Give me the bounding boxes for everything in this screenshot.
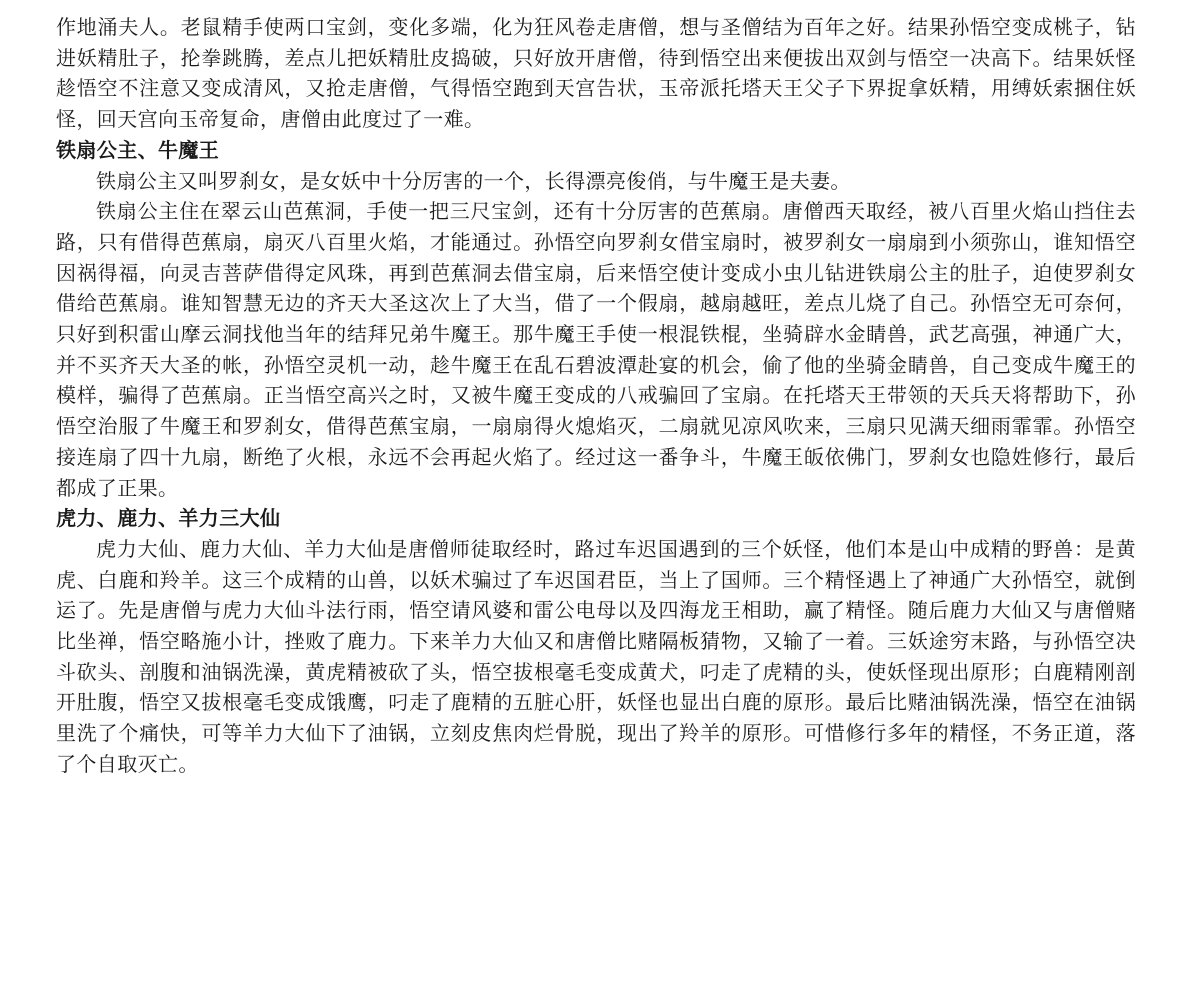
section-heading-tieshan-gongzhu: 铁扇公主、牛魔王 xyxy=(56,137,220,162)
paragraph-san-daxian-story: 虎力大仙、鹿力大仙、羊力大仙是唐僧师徒取经时，路过车迟国遇到的三个妖怪，他们本是山中成精的野兽：是黄虎、白鹿和羚羊。这三个成精的山兽，以妖术骗过了车迟国君臣，当上了国师。三个精怪遇上了神通广大孙悟空，就倒运了。先是唐僧与虎力大仙斗法行雨，悟空请风婆和雷公电母以及四海龙王相助，赢了精怪。随后鹿力大仙又与唐僧赌比坐禅，悟空略施小计，挫败了鹿力。下来羊力大仙又和唐僧比赌隔板猜物，又输了一着。三妖途穷末路，与孙悟空决斗砍头、剖腹和油锅洗澡，黄虎精被砍了头，悟空拔根毫毛变成黄犬，叼走了虎精的头，使妖怪现出原形；白鹿精刚剖开肚腹，悟空又拔根毫毛变成饿鹰，叼走了鹿精的五脏心肝，妖怪也显出白鹿的原形。最后比赌油锅洗澡，悟空在油锅里洗了个痛快，可等羊力大仙下了油锅，立刻皮焦肉烂骨脱，现出了羚羊的原形。可惜修行多年的精怪，不务正道，落了个自取灭亡。 xyxy=(56,536,1136,776)
paragraph-tieshan-intro: 铁扇公主又叫罗刹女，是女妖中十分厉害的一个，长得漂亮俊俏，与牛魔王是夫妻。 xyxy=(96,168,851,193)
document-page xyxy=(56,12,1136,780)
paragraph-intro-continued: 作地涌夫人。老鼠精手使两口宝剑，变化多端，化为狂风卷走唐僧，想与圣僧结为百年之好。结果孙悟空变成桃子，钻进妖精肚子，抡拳跳腾，差点儿把妖精肚皮捣破，只好放开唐僧，待到悟空出来便拔出双剑与悟空一决高下。结果妖怪趁悟空不注意又变成清风，又抢走唐僧，气得悟空跑到天宫告状，玉帝派托塔天王父子下界捉拿妖精，用缚妖索捆住妖怪，回天宫向玉帝复命，唐僧由此度过了一难。 xyxy=(56,15,1136,132)
section-heading-san-daxian: 虎力、鹿力、羊力三大仙 xyxy=(56,506,281,531)
paragraph-tieshan-story: 铁扇公主住在翠云山芭蕉洞，手使一把三尺宝剑，还有十分厉害的芭蕉扇。唐僧西天取经，被八百里火焰山挡住去路，只有借得芭蕉扇，扇灭八百里火焰，才能通过。孙悟空向罗刹女借宝扇时，被罗刹女一扇扇到小须弥山，谁知悟空因祸得福，向灵吉菩萨借得定风珠，再到芭蕉洞去借宝扇，后来悟空使计变成小虫儿钻进铁扇公主的肚子，迫使罗刹女借给芭蕉扇。谁知智慧无边的齐天大圣这次上了大当，借了一个假扇，越扇越旺，差点儿烧了自己。孙悟空无可奈何，只好到积雷山摩云洞找他当年的结拜兄弟牛魔王。那牛魔王手使一根混铁棍，坐骑辟水金睛兽，武艺高强，神通广大，并不买齐天大圣的帐，孙悟空灵机一动，趁牛魔王在乱石碧波潭赴宴的机会，偷了他的坐骑金睛兽，自己变成牛魔王的模样，骗得了芭蕉扇。正当悟空高兴之时，又被牛魔王变成的八戒骗回了宝扇。在托塔天王带领的天兵天将帮助下，孙悟空治服了牛魔王和罗刹女，借得芭蕉宝扇，一扇扇得火熄焰灭，二扇就见凉风吹来，三扇只见满天细雨霏霏。孙悟空接连扇了四十九扇，断绝了火根，永远不会再起火焰了。经过这一番争斗，牛魔王皈依佛门，罗刹女也隐姓修行，最后都成了正果。 xyxy=(56,199,1136,500)
